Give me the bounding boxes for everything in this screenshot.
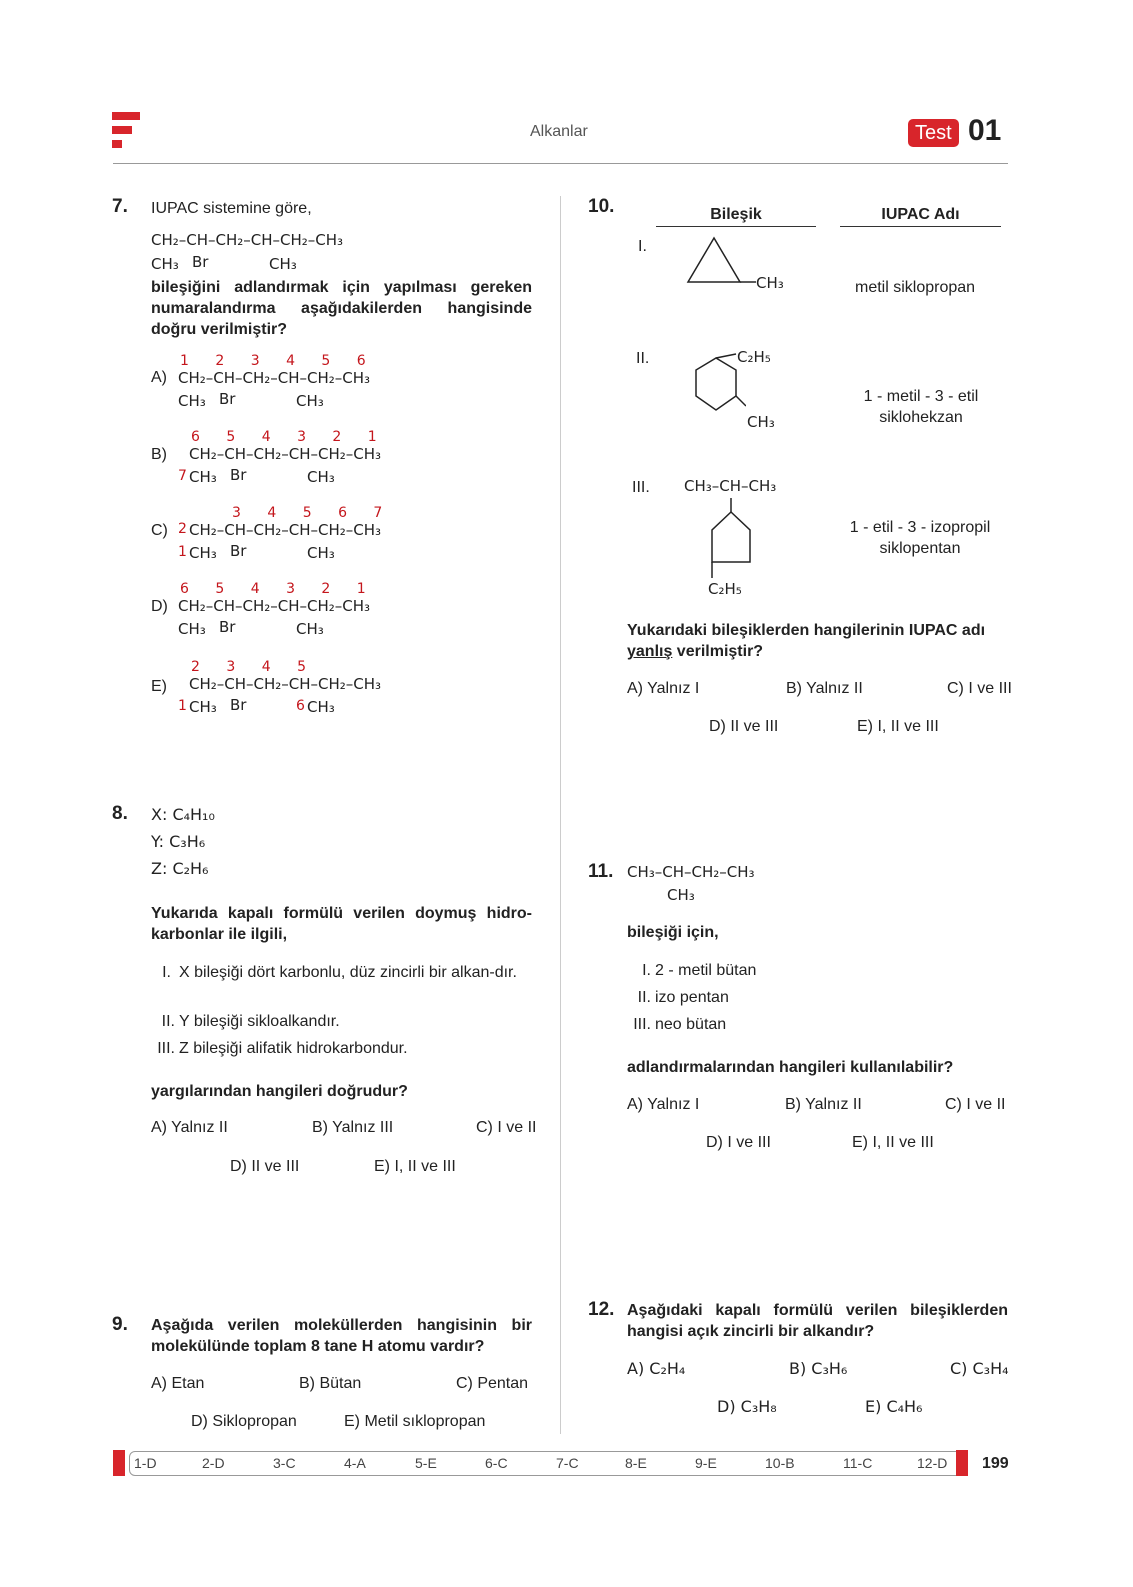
statement: neo bütan [655, 1016, 727, 1033]
answer-key-item: 2-D [202, 1455, 225, 1471]
statement: 2 - metil bütan [655, 962, 757, 979]
option-b[interactable]: B) Yalnız II [785, 1096, 862, 1113]
question-stem: Yukarıda kapalı formülü verilen doymuş hidro-karbonlar ile ilgili, [151, 905, 532, 943]
cyclopentane-structure [700, 494, 760, 584]
substituent: CH₃ [747, 413, 775, 431]
page-title: Alkanlar [530, 123, 588, 140]
substituent: CH₃ [756, 274, 784, 292]
substituent: Br [192, 253, 209, 271]
formula-chain: CH₂–CH–CH₂–CH–CH₂–CH₃ [189, 445, 382, 463]
substituent: CH₃ [189, 698, 217, 716]
row-number: III. [632, 479, 650, 496]
column-divider [560, 196, 561, 1434]
question-number: 7. [112, 196, 128, 217]
iupac-name: 1 - metil - 3 - etil [863, 388, 979, 405]
iupac-name: metil siklopropan [855, 279, 976, 296]
row-number: I. [638, 238, 647, 255]
substituent: Br [219, 618, 236, 636]
option-e[interactable]: E) I, II ve III [852, 1134, 934, 1151]
cyclopropane-structure [680, 232, 760, 292]
option-c[interactable]: C) I ve II [476, 1119, 537, 1136]
iupac-name: siklopentan [879, 540, 961, 557]
carbon-number: 1 [178, 698, 187, 714]
carbon-numbers: 6 5 4 3 2 1 [191, 429, 377, 445]
formula-chain: CH₂–CH–CH₂–CH–CH₂–CH₃ [151, 231, 344, 249]
question-text: bileşiğini adlandırmak için yapılması gereken numaralandırma aşağıdakilerden hangisinde doğru verilmiştir? [151, 279, 532, 338]
page-number: 199 [982, 1455, 1009, 1472]
statement-number: II. [637, 989, 651, 1006]
option-a[interactable]: A) Etan [151, 1375, 205, 1392]
question-number: 9. [112, 1314, 128, 1335]
row-number: II. [636, 350, 650, 367]
substituent: CH₃ [307, 698, 335, 716]
statement: Y bileşiği sikloalkandır. [179, 1013, 340, 1030]
option-d[interactable]: D) C₃H₈ [717, 1397, 777, 1416]
statement: Z bileşiği alifatik hidrokarbondur. [179, 1040, 408, 1057]
substituent: C₂H₅ [708, 580, 742, 598]
carbon-numbers: 6 5 4 3 2 1 [180, 581, 366, 597]
answer-key-item: 10-B [765, 1455, 795, 1471]
option-a[interactable]: A) Yalnız II [151, 1119, 228, 1136]
substituent: CH₃ [307, 468, 335, 486]
formula-chain: CH₂–CH–CH₂–CH–CH₂–CH₃ [189, 675, 382, 693]
question-number: 8. [112, 803, 128, 824]
answer-key-item: 7-C [556, 1455, 579, 1471]
option-c[interactable]: C) Pentan [456, 1375, 529, 1392]
statement-number: I. [162, 964, 171, 981]
formula-chain: CH₃–CH–CH₂–CH₃ [627, 863, 755, 881]
substituent: CH₃ [178, 620, 206, 638]
question-stem: bileşiği için, [627, 924, 719, 941]
iupac-name: siklohekzan [879, 409, 963, 426]
substituent: CH₃ [667, 886, 695, 904]
option-d[interactable]: D) II ve III [709, 718, 779, 735]
option-b[interactable]: B) C₃H₆ [789, 1359, 848, 1378]
answer-key-item: 1-D [134, 1455, 157, 1471]
option-a[interactable]: A) Yalnız I [627, 680, 700, 697]
substituent: CH₃ [307, 544, 335, 562]
substituent: C₂H₅ [737, 348, 771, 366]
option-a[interactable]: A) C₂H₄ [627, 1359, 686, 1378]
statement: izo pentan [655, 989, 729, 1006]
carbon-numbers: 3 4 5 6 7 [232, 505, 383, 521]
carbon-numbers: 2 3 4 5 [191, 659, 306, 675]
substituent: CH₃ [151, 255, 179, 273]
question-number: 12. [588, 1299, 615, 1320]
footer-accent-right [956, 1450, 968, 1476]
substituent: Br [230, 696, 247, 714]
question-number: 11. [588, 861, 614, 882]
statement-number: III. [633, 1016, 651, 1033]
option-d[interactable]: D) II ve III [230, 1158, 300, 1175]
option-b[interactable]: B) Bütan [299, 1375, 362, 1392]
substituent: CH₃ [296, 392, 324, 410]
answer-key-item: 6-C [485, 1455, 508, 1471]
substituent: CH₃ [178, 392, 206, 410]
test-badge: Test [908, 119, 959, 147]
footer-accent-left [113, 1450, 125, 1476]
option-e[interactable]: E) I, II ve III [857, 718, 939, 735]
question-text: Aşağıda verilen moleküllerden hangisinin bir molekülünde toplam 8 tane H atomu vardır? [151, 1317, 532, 1355]
option-label: C) [151, 522, 168, 539]
statement: X bileşiği dört karbonlu, düz zincirli bir alkan-dır. [179, 964, 517, 981]
test-number: 01 [968, 114, 1002, 147]
iupac-name: 1 - etil - 3 - izopropil [849, 519, 991, 536]
answer-key-item: 9-E [695, 1455, 717, 1471]
answer-key-item: 8-E [625, 1455, 647, 1471]
question-number: 10. [588, 196, 615, 217]
question-text: yargılarından hangileri doğrudur? [151, 1083, 408, 1100]
option-d[interactable]: D) I ve III [706, 1134, 771, 1151]
formula-z: Z: C₂H₆ [151, 859, 209, 878]
question-text: Yukarıdaki bileşiklerden hangilerinin IUPAC adı yanlış verilmiştir? [627, 622, 986, 660]
option-e[interactable]: E) I, II ve III [374, 1158, 456, 1175]
answer-key-item: 11-C [843, 1455, 873, 1471]
carbon-number: 7 [178, 468, 187, 484]
option-b[interactable]: B) Yalnız II [786, 680, 863, 697]
carbon-number: 6 [296, 698, 305, 714]
option-c[interactable]: C) C₃H₄ [950, 1359, 1009, 1378]
statement-number: I. [642, 962, 651, 979]
option-b[interactable]: B) Yalnız III [312, 1119, 394, 1136]
option-e[interactable]: E) C₄H₆ [865, 1397, 923, 1416]
option-c[interactable]: C) I ve III [947, 680, 1012, 697]
option-label: D) [151, 598, 168, 615]
formula-chain: CH₂–CH–CH₂–CH–CH₂–CH₃ [178, 597, 371, 615]
option-e[interactable]: E) Metil sıklopropan [344, 1413, 486, 1430]
option-a[interactable]: A) Yalnız I [627, 1096, 700, 1113]
formula-chain: CH₂–CH–CH₂–CH–CH₂–CH₃ [189, 521, 382, 539]
carbon-number: 2 [178, 521, 187, 537]
answer-key-box [129, 1451, 966, 1476]
option-c[interactable]: C) I ve II [945, 1096, 1006, 1113]
statement-number: II. [161, 1013, 175, 1030]
substituent: CH₃ [189, 468, 217, 486]
substituent: Br [230, 466, 247, 484]
formula-chain: CH₃–CH–CH₃ [684, 477, 777, 495]
header-divider [113, 163, 1008, 164]
publisher-logo [112, 112, 142, 152]
answer-key-bar [113, 1450, 968, 1476]
answer-key-item: 12-D [917, 1455, 948, 1471]
column-header-iupac: IUPAC Adı [840, 206, 1001, 227]
option-d[interactable]: D) Siklopropan [191, 1413, 297, 1430]
carbon-numbers: 1 2 3 4 5 6 [180, 353, 366, 369]
formula-x: X: C₄H₁₀ [151, 805, 215, 824]
formula-y: Y: C₃H₆ [151, 832, 206, 851]
substituent: Br [230, 542, 247, 560]
option-label: B) [151, 446, 167, 463]
column-header-compound: Bileşik [656, 206, 816, 227]
answer-key-item: 3-C [273, 1455, 296, 1471]
carbon-number: 1 [178, 544, 187, 560]
substituent: CH₃ [269, 255, 297, 273]
formula-chain: CH₂–CH–CH₂–CH–CH₂–CH₃ [178, 369, 371, 387]
question-intro: IUPAC sistemine göre, [151, 200, 312, 217]
substituent: CH₃ [296, 620, 324, 638]
answer-key-item: 4-A [344, 1455, 366, 1471]
option-label: A) [151, 369, 167, 386]
statement-number: III. [157, 1040, 175, 1057]
option-label: E) [151, 678, 167, 695]
substituent: Br [219, 390, 236, 408]
answer-key-item: 5-E [415, 1455, 437, 1471]
question-text: Aşağıdaki kapalı formülü verilen bileşiklerden hangisi açık zincirli bir alkandır? [627, 1302, 1008, 1340]
substituent: CH₃ [189, 544, 217, 562]
question-text: adlandırmalarından hangileri kullanılabilir? [627, 1059, 954, 1076]
